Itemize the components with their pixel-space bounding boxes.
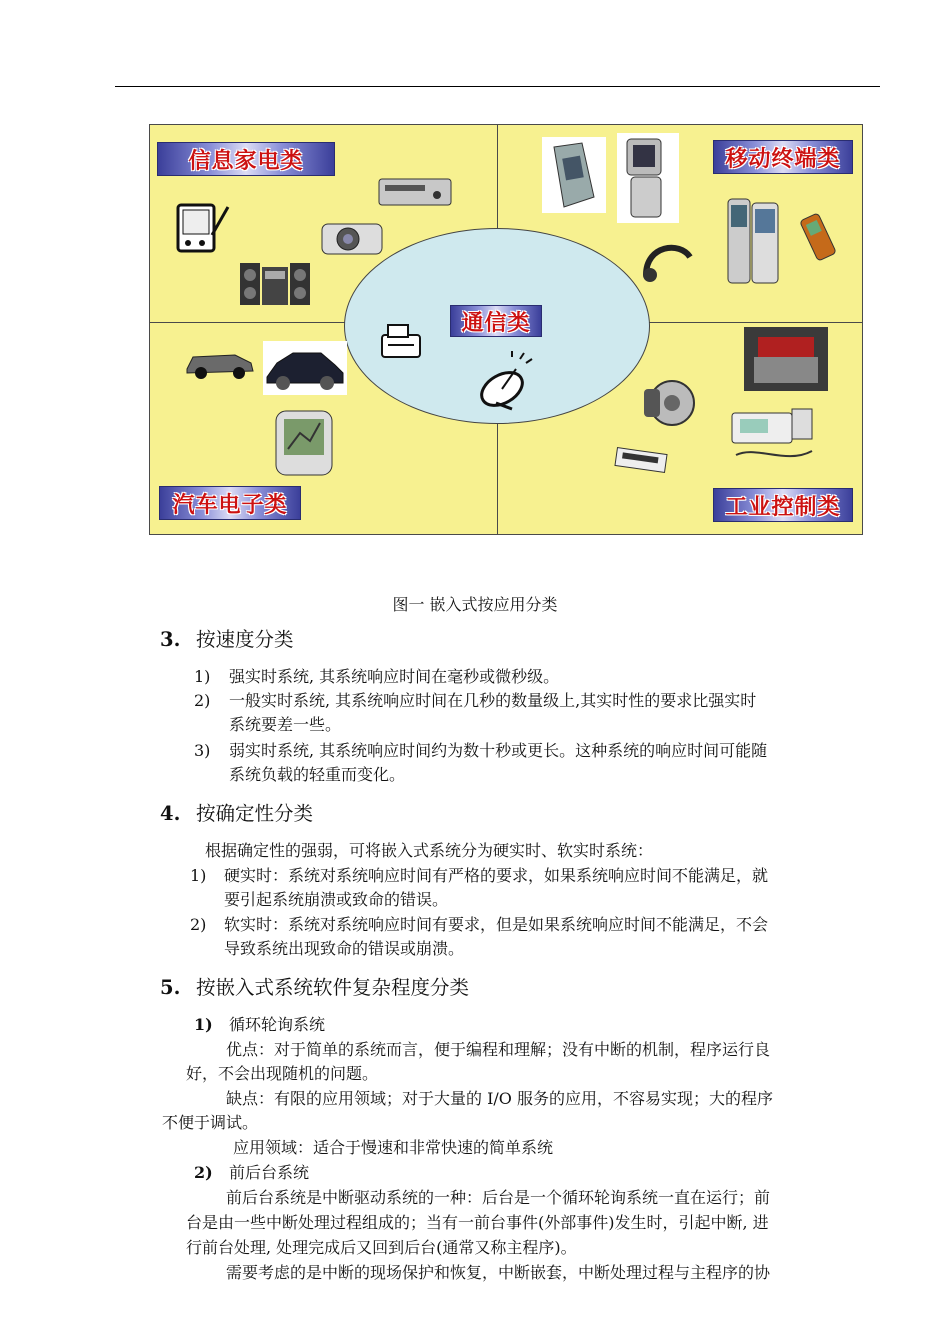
satellite-dish-icon [472,349,534,413]
section-3-item-1-text: 强实时系统, 其系统响应时间在毫秒或微秒级。 [229,667,560,686]
sub-1-pros-line-2: 好，不会出现随机的问题。 [186,1064,379,1083]
controller-module-icon [610,445,672,475]
sub-2-title: 前后台系统 [229,1163,310,1182]
section-4-number: 4. [160,802,181,825]
section-4-item-2-line-2: 导致系统出现致命的错误或崩溃。 [224,939,465,958]
brake-disc-icon [638,375,698,431]
info-appliance-label: 信息家电类 [157,142,335,176]
sub-2-para-1-line-3: 行前台处理, 处理完成后又回到后台(通常又称主程序)。 [186,1238,577,1257]
communication-label: 通信类 [450,305,542,337]
mobile-terminal-label: 移动终端类 [713,140,853,174]
automotive-label: 汽车电子类 [159,486,301,520]
section-3-item-1-num: 1) [194,667,211,686]
sedan-icon [263,341,347,395]
sub-1-applications: 应用领域：适合于慢速和非常快速的简单系统 [233,1138,554,1157]
section-5-heading [160,972,469,1000]
sub-2-para-1-line-1: 前后台系统是中断驱动系统的一种：后台是一个循环轮询系统一直在运行；前 [226,1188,771,1207]
figure-caption: 图一 嵌入式按应用分类 [392,595,558,614]
fax-machine-icon [378,321,424,361]
header-rule [115,86,880,87]
section-3-number: 3. [160,628,181,651]
sub-2-num: 2) [194,1163,213,1182]
section-3-item-3-line-2: 系统负载的轻重而变化。 [229,765,406,784]
camera-icon [320,220,384,256]
suv-icon [183,347,257,381]
gps-navigator-icon [274,409,334,479]
sub-1-num: 1) [194,1015,213,1034]
sub-1-cons-line-2: 不便于调试。 [162,1113,259,1132]
cellphone-icon [798,209,842,265]
sub-2-para-1-line-2: 台是由一些中断处理过程组成的；当有一前台事件(外部事件)发生时，引起中断, 进 [186,1213,769,1232]
section-3-item-2-num: 2) [194,691,211,710]
section-3-item-3-num: 3) [194,741,211,760]
section-4-item-1-line-2: 要引起系统崩溃或致命的错误。 [224,890,449,909]
section-4-title: 按确定性分类 [196,802,314,825]
engine-icon [744,327,828,391]
section-4-item-2-line-1: 软实时：系统对系统响应时间有要求，但是如果系统响应时间不能满足，不会 [224,915,769,934]
section-5-title: 按嵌入式系统软件复杂程度分类 [196,976,470,999]
industrial-control-label: 工业控制类 [713,488,853,522]
sub-2-para-2: 需要考虑的是中断的现场保护和恢复，中断嵌套，中断处理过程与主程序的协 [226,1263,771,1282]
section-4-item-1-line-1: 硬实时：系统对系统响应时间有严格的要求，如果系统响应时间不能满足，就 [224,866,769,885]
pda-icon [172,201,230,255]
section-3-item-2-line-1: 一般实时系统, 其系统响应时间在几秒的数量级上,其实时性的要求比强实时 [229,691,757,710]
slide-phone-icon [617,133,679,223]
stereo-icon [238,259,312,307]
sub-1-pros-line-1: 优点：对于简单的系统而言，便于编程和理解；没有中断的机制，程序运行良 [226,1040,771,1059]
section-4-intro: 根据确定性的强弱，可将嵌入式系统分为硬实时、软实时系统： [205,841,654,860]
section-4-item-1-num: 1) [190,866,207,885]
section-5-number: 5. [160,976,181,999]
smartphone-icon [724,195,782,287]
sub-1-cons-line-1: 缺点：有限的应用领域；对于大量的 I/O 服务的应用，不容易实现；大的程序 [226,1089,774,1108]
section-3-heading [160,624,294,652]
section-3-item-3-line-1: 弱实时系统, 其系统响应时间约为数十秒或更长。这种系统的响应时间可能随 [229,741,768,760]
application-classification-figure [149,124,863,535]
section-4-item-2-num: 2) [190,915,207,934]
vcr-icon [377,173,453,209]
section-3-title: 按速度分类 [196,628,294,651]
sub-1-title: 循环轮询系统 [229,1015,326,1034]
section-3-item-2-line-2: 系统要差一些。 [229,715,342,734]
bluetooth-headset-icon [640,235,696,285]
flip-phone-icon [542,137,606,213]
control-instrument-icon [726,405,818,465]
section-4-heading [160,798,313,826]
